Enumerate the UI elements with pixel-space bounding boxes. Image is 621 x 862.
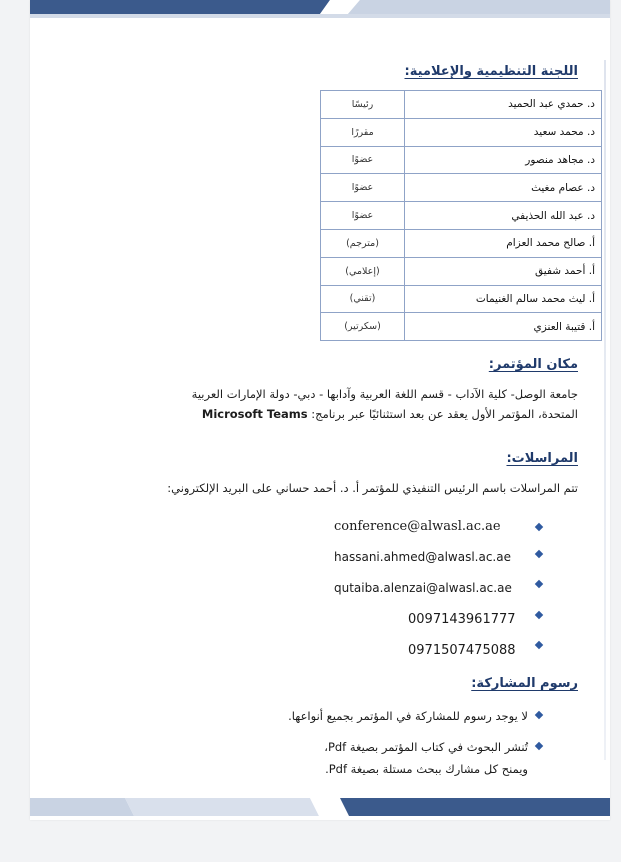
member-name: د. عبد الله الحذيفي: [405, 202, 602, 230]
top-decorative-band: [30, 0, 610, 18]
member-name: د. محمد سعيد: [405, 118, 602, 146]
venue-heading: مكان المؤتمر:: [488, 357, 578, 372]
member-name: أ. ليث محمد سالم الغنيمات: [405, 285, 602, 313]
member-role: عضوًا: [321, 146, 405, 174]
side-rule: [604, 60, 606, 760]
fees-heading: رسوم المشاركة:: [471, 676, 578, 691]
table-row: [321, 202, 602, 230]
venue-line-2-text: المتحدة، المؤتمر الأول يعقد عن بعد استثنائيًا عبر برنامج:: [311, 407, 578, 421]
table-row: [321, 285, 602, 313]
venue-text: [48, 384, 578, 424]
member-name: أ. أحمد شفيق: [405, 257, 602, 285]
bottom-decorative-band: [30, 798, 610, 816]
member-role: رئيسًا: [321, 91, 405, 119]
correspondence-intro: تتم المراسلات باسم الرئيس التنفيذي للمؤتمر أ. د. أحمد حساني على البريد الإلكتروني:: [167, 481, 578, 495]
table-row: [321, 91, 602, 119]
contact-email[interactable]: qutaiba.alenzai@alwasl.ac.ae: [334, 581, 512, 595]
fee-item-2: [324, 736, 528, 780]
contact-phone: 0971507475088: [408, 643, 516, 658]
table-row: [321, 257, 602, 285]
member-role: (سكرتير): [321, 313, 405, 341]
table-row: [321, 229, 602, 257]
member-role: عضوًا: [321, 174, 405, 202]
member-name: د. عصام مغيث: [405, 174, 602, 202]
table-row: [321, 146, 602, 174]
venue-line-1: جامعة الوصل- كلية الآداب - قسم اللغة العربية وآدابها - دبي- دولة الإمارات العربية: [191, 387, 578, 401]
member-name: أ. صالح محمد العزام: [405, 229, 602, 257]
member-role: عضوًا: [321, 202, 405, 230]
table-row: [321, 118, 602, 146]
contact-email[interactable]: conference@alwasl.ac.ae: [334, 519, 501, 534]
table-row: [321, 174, 602, 202]
fee-item-2-line-1: تُنشر البحوث في كتاب المؤتمر بصيغة Pdf،: [324, 740, 528, 754]
bullet-icon: [535, 711, 543, 719]
correspondence-heading: المراسلات:: [506, 451, 578, 466]
table-row: [321, 313, 602, 341]
fee-item-1: لا يوجد رسوم للمشاركة في المؤتمر بجميع أنواعها.: [288, 709, 528, 723]
member-role: (تقني): [321, 285, 405, 313]
member-name: د. حمدي عبد الحميد: [405, 91, 602, 119]
contact-phone: 0097143961777: [408, 612, 516, 627]
committee-heading: اللجنة التنظيمية والإعلامية:: [404, 64, 578, 79]
bullet-icon: [535, 742, 543, 750]
committee-table: [320, 90, 602, 341]
member-role: (إعلامي): [321, 257, 405, 285]
member-role: مقررًا: [321, 118, 405, 146]
fee-item-2-line-2: ويمنح كل مشارك ببحث مستلة بصيغة Pdf.: [325, 762, 528, 776]
member-role: (مترجم): [321, 229, 405, 257]
venue-line-2: [48, 404, 578, 424]
contact-list: [334, 519, 574, 674]
contact-email[interactable]: hassani.ahmed@alwasl.ac.ae: [334, 550, 511, 564]
member-name: أ. قتيبة العنزي: [405, 313, 602, 341]
member-name: د. مجاهد منصور: [405, 146, 602, 174]
program-name: Microsoft Teams: [201, 407, 308, 421]
document-page: [30, 0, 610, 820]
